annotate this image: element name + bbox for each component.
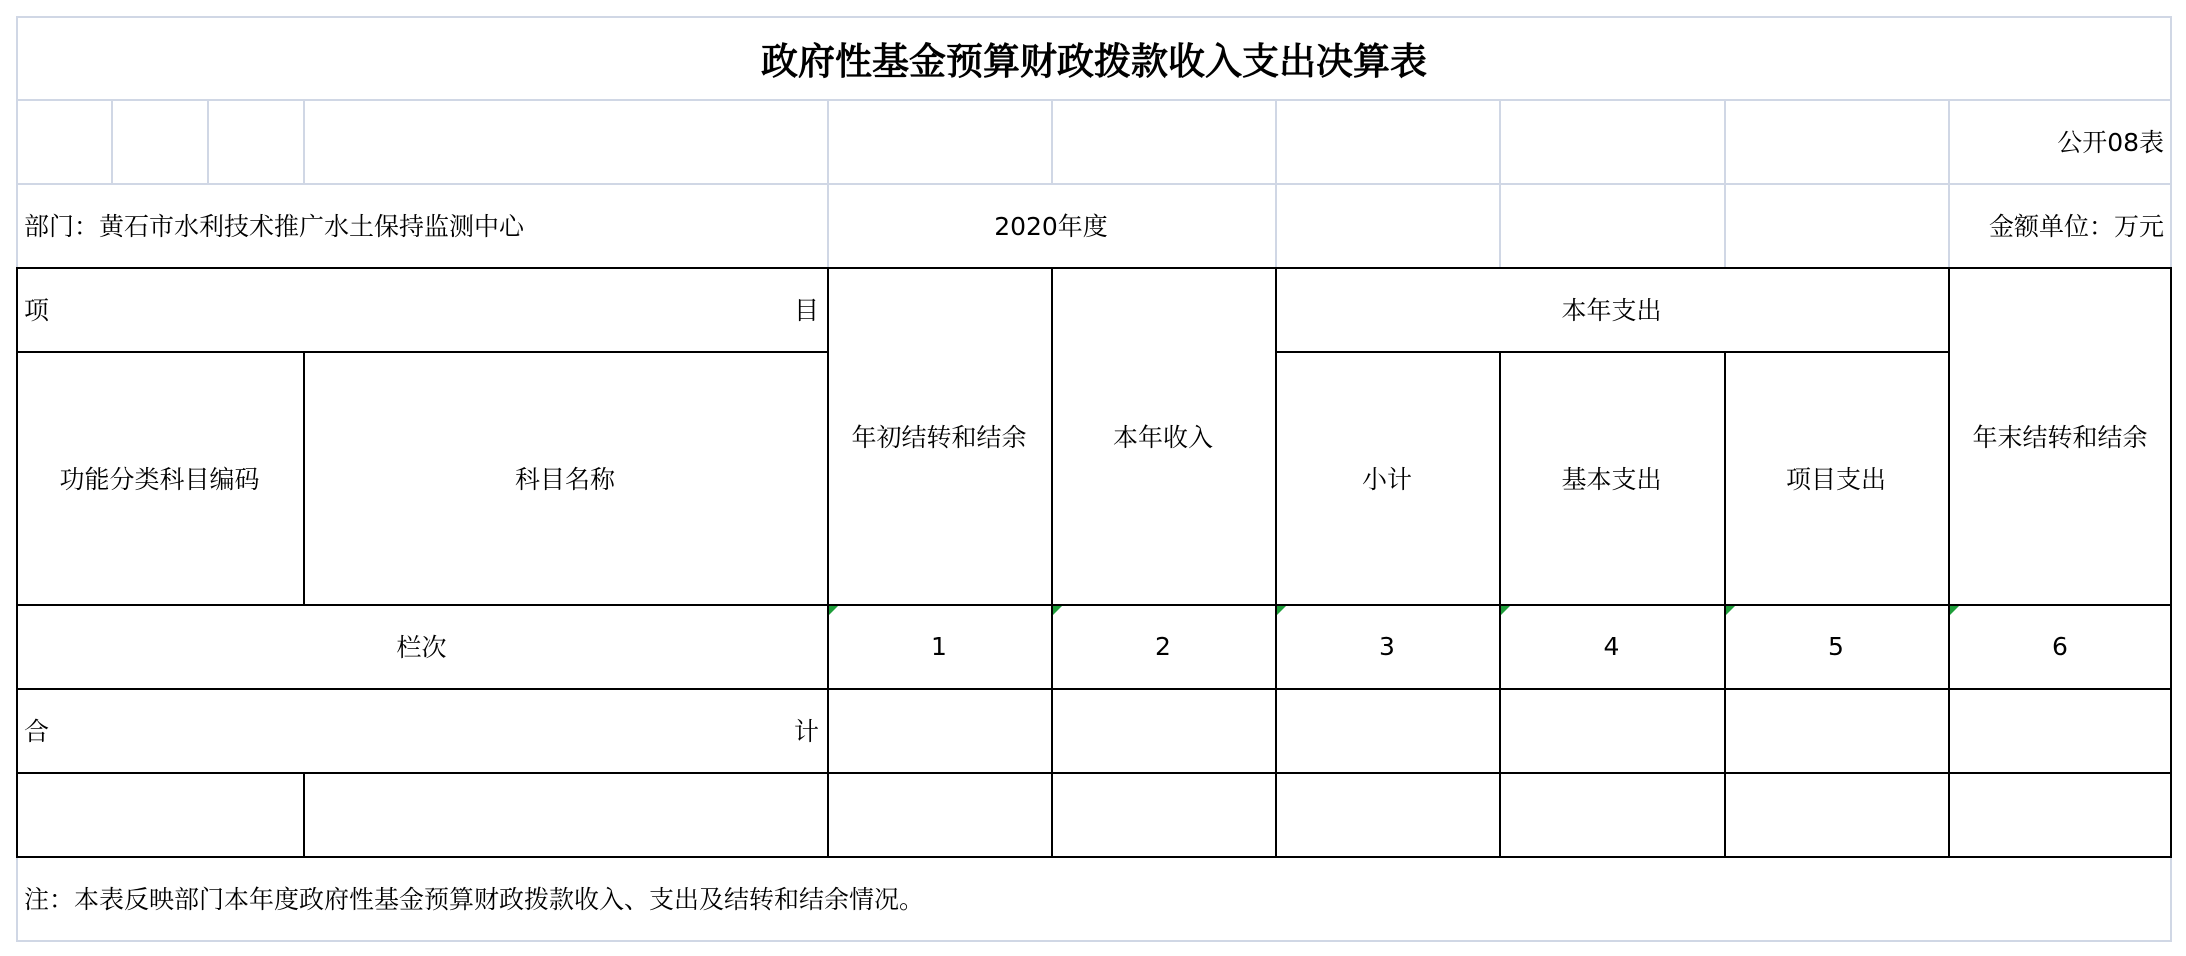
total-right: 计 — [793, 717, 819, 746]
department-label: 部门：黄石市水利技术推广水土保持监测中心 — [24, 212, 525, 241]
header-basic: 基本支出 — [1561, 464, 1662, 494]
header-end-balance: 年末结转和结余 — [1972, 422, 2148, 452]
grid-line — [207, 99, 209, 183]
total-row-label — [16, 688, 827, 772]
grid-line — [303, 99, 305, 183]
row-index-label: 栏次 — [396, 633, 447, 662]
header-income: 本年收入 — [1112, 422, 1213, 452]
footnote: 注：本表反映部门本年度政府性基金预算财政拨款收入、支出及结转和结余情况。 — [24, 885, 925, 914]
header-item-right: 目 — [793, 296, 819, 325]
header-expense-group: 本年支出 — [1561, 296, 1662, 325]
grid-line — [16, 99, 2172, 101]
table-row — [16, 772, 2172, 856]
grid-line — [111, 99, 113, 183]
header-item — [16, 267, 827, 351]
grid-line — [1051, 99, 1053, 183]
unit-label: 金额单位：万元 — [1988, 212, 2164, 241]
grid-line — [1724, 99, 1726, 267]
year-label: 2020年度 — [994, 212, 1108, 241]
header-func-code: 功能分类科目编码 — [59, 464, 260, 494]
header-item-left: 项 — [24, 296, 50, 325]
row-index-col-1: 1 — [931, 631, 947, 661]
grid-line — [16, 940, 2172, 942]
grid-line — [1499, 99, 1501, 267]
table-code: 公开08表 — [2057, 128, 2164, 157]
row-index-col-3: 3 — [1379, 631, 1395, 661]
header-project: 项目支出 — [1785, 464, 1886, 494]
page-title: 政府性基金预算财政拨款收入支出决算表 — [761, 39, 1427, 83]
header-subject-name: 科目名称 — [514, 464, 615, 494]
grid-line — [1275, 99, 1277, 267]
row-index-col-5: 5 — [1828, 631, 1844, 661]
header-begin-balance: 年初结转和结余 — [851, 422, 1027, 452]
header-subtotal: 小计 — [1361, 464, 1412, 494]
total-left: 合 — [24, 717, 50, 746]
row-index-col-2: 2 — [1155, 631, 1171, 661]
row-index-col-4: 4 — [1603, 631, 1620, 661]
row-index-col-6: 6 — [2052, 631, 2068, 661]
